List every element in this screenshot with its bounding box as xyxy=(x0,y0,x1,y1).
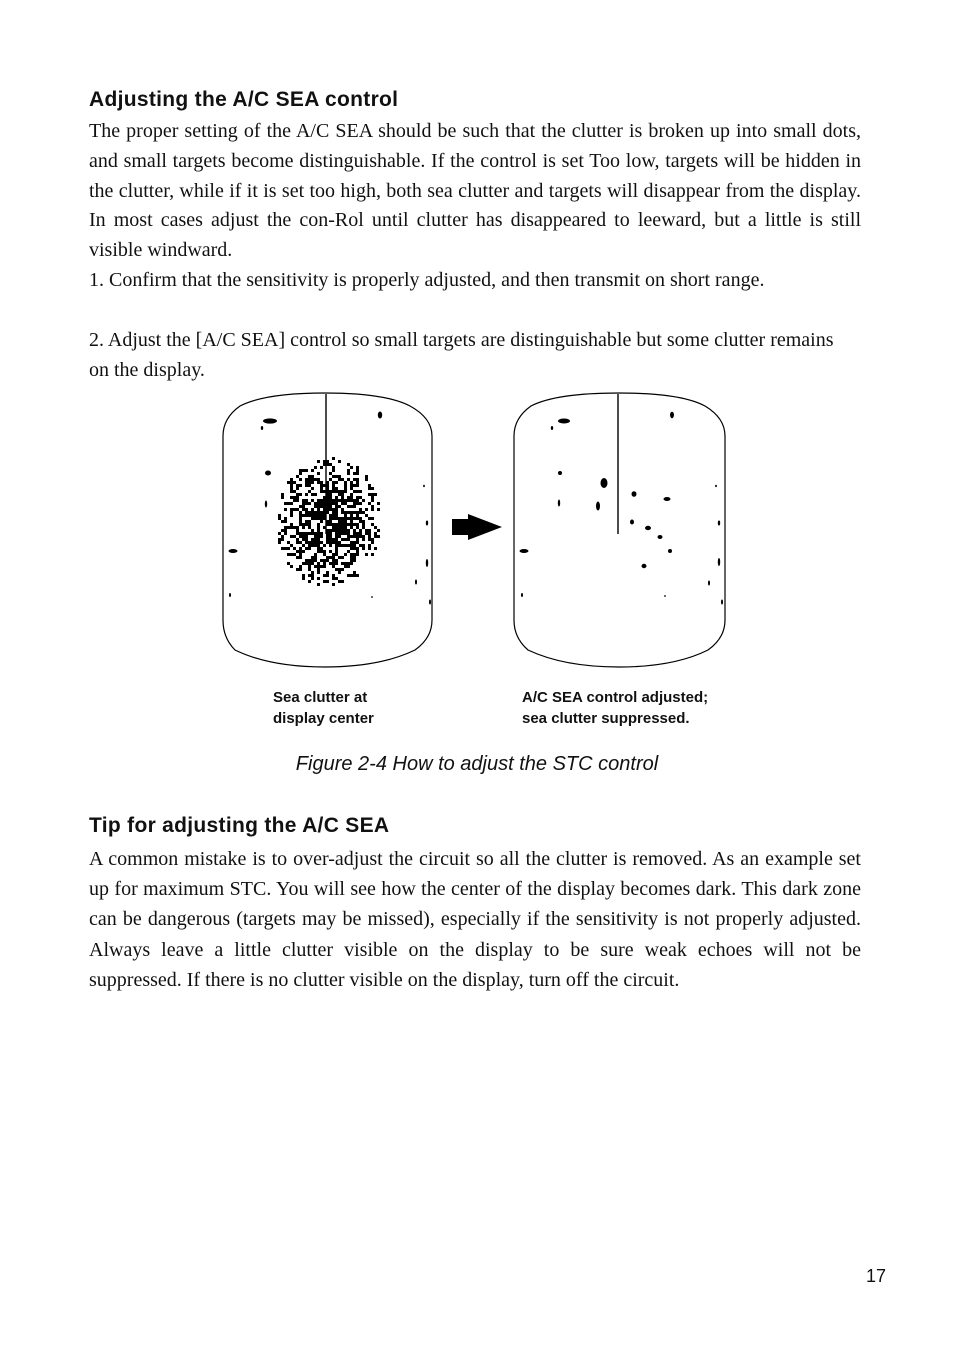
section-heading-adjusting: Adjusting the A/C SEA control xyxy=(89,88,399,111)
sea-clutter xyxy=(278,457,380,586)
section-paragraph-tip: A common mistake is to over-adjust the circuit so all the clutter is removed. As an example set up for maximum STC. You will see how the center of the display becomes dark. This dark zone can be dangerous (targets may be missed), especially if the sensitivity is not properly adjusted. Always leave a little clutter visible on the display to be sure weak echoes will not be suppressed. If there is no clutter visible on the display, turn off the circuit. xyxy=(89,848,861,991)
targets-after xyxy=(520,412,724,605)
section-paragraph-adjusting: The proper setting of the A/C SEA should be such that the clutter is broken up into small dots, and small targets become distinguishable. If the control is set Too low, targets will be hidden in the clutter, while if it is set too high, both sea clutter and targets will disappear from the display. In most cases adjust the con-Rol until clutter has disappeared to leeward, but a little is still visible windward. xyxy=(89,120,861,262)
figure-caption: Figure 2-4 How to adjust the STC control xyxy=(295,753,659,775)
radar-display-before xyxy=(223,393,432,667)
left-figure-label xyxy=(273,687,374,729)
step-2: 2. Adjust the [A/C SEA] control so small targets are distinguishable but some clutter remains on the display. xyxy=(89,329,834,381)
section-heading-tip: Tip for adjusting the A/C SEA xyxy=(89,814,390,837)
right-label-line1: A/C SEA control adjusted; xyxy=(522,689,709,706)
radar-figure xyxy=(220,388,740,673)
radar-display-after xyxy=(514,393,725,667)
left-label-line2: display center xyxy=(273,710,374,727)
right-label-line2: sea clutter suppressed. xyxy=(522,710,690,727)
arrow-icon xyxy=(452,514,502,540)
page-number: 17 xyxy=(865,1266,886,1286)
right-figure-label xyxy=(522,687,708,729)
left-label-line1: Sea clutter at xyxy=(273,689,368,706)
step-1: 1. Confirm that the sensitivity is properly adjusted, and then transmit on short range. xyxy=(89,269,765,291)
